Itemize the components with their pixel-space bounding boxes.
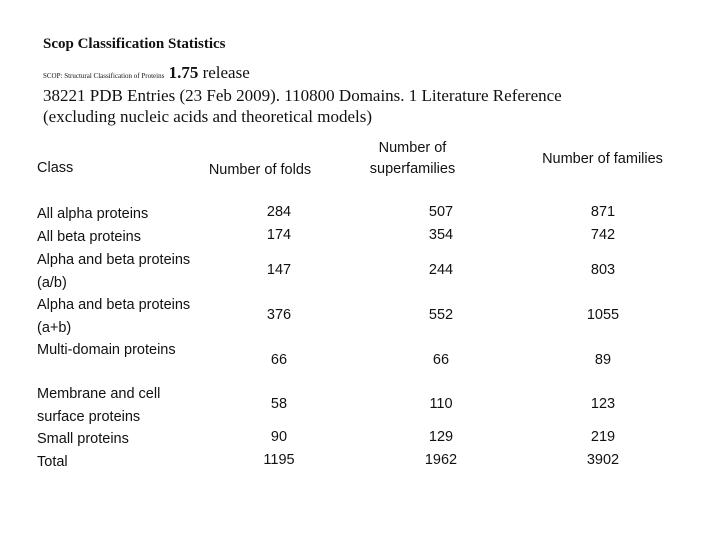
release-line: [43, 63, 250, 83]
exclusion-note: (excluding nucleic acids and theoretical models): [43, 107, 373, 126]
row-folds: 58: [270, 395, 288, 412]
row-folds: 284: [266, 204, 292, 221]
header-superfamilies: Number of superfamilies: [369, 140, 456, 177]
row-superfamilies: 244: [428, 261, 454, 278]
header-families: Number of families: [542, 151, 663, 167]
row-class: Membrane and cell surface proteins: [37, 386, 161, 425]
page-title: Scop Classification Statistics: [43, 36, 226, 52]
row-class: Small proteins: [37, 431, 129, 447]
row-families: 219: [590, 429, 616, 446]
row-folds: 174: [266, 227, 292, 244]
row-folds: 147: [266, 261, 292, 278]
row-class: Alpha and beta proteins (a+b): [37, 297, 191, 336]
row-folds: 90: [270, 429, 288, 446]
row-class: All beta proteins: [37, 229, 141, 245]
row-families: 803: [590, 261, 616, 278]
row-superfamilies: 110: [429, 395, 453, 412]
row-superfamilies: 354: [428, 227, 454, 244]
row-class: Multi-domain proteins: [37, 342, 176, 358]
row-class: Total: [37, 454, 68, 470]
row-families: 3902: [586, 452, 620, 469]
header-class: Class: [37, 160, 74, 176]
release-version: 1.75: [168, 63, 199, 82]
row-class: Alpha and beta proteins (a/b): [37, 252, 191, 291]
row-families: 742: [590, 227, 616, 244]
row-superfamilies: 129: [428, 429, 454, 446]
row-folds: 1195: [263, 452, 295, 469]
row-superfamilies: 66: [432, 351, 450, 368]
header-folds: Number of folds: [208, 162, 312, 178]
row-superfamilies: 507: [428, 204, 454, 221]
entries-line: 38221 PDB Entries (23 Feb 2009). 110800 Domains. 1 Literature Reference: [43, 86, 562, 105]
row-families: 1055: [586, 306, 620, 323]
row-superfamilies: 1962: [424, 452, 458, 469]
release-suffix: release: [202, 63, 250, 82]
row-superfamilies: 552: [428, 306, 454, 323]
scop-subtitle: SCOP: Structural Classification of Proteins: [43, 72, 165, 80]
row-folds: 66: [270, 351, 288, 368]
row-families: 871: [590, 204, 616, 221]
row-folds: 376: [266, 306, 292, 323]
row-families: 123: [590, 395, 616, 412]
row-class: All alpha proteins: [37, 206, 149, 222]
row-families: 89: [594, 351, 612, 368]
